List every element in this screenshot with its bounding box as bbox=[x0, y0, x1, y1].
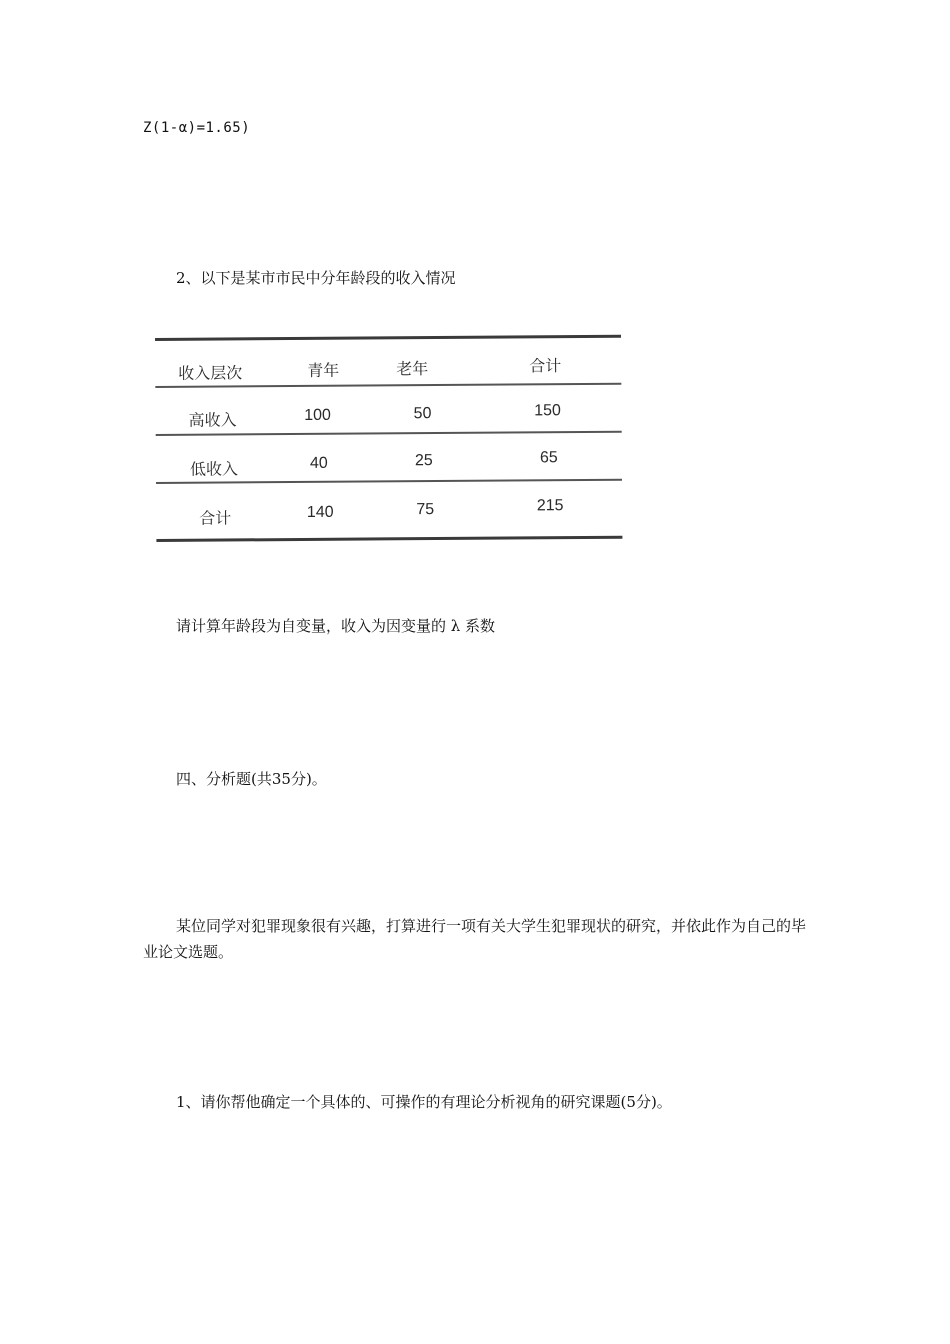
question-2-ask: 请计算年龄段为自变量，收入为因变量的 λ 系数 bbox=[176, 617, 496, 635]
question-2-prompt: 2、以下是某市市民中分年龄段的收入情况 bbox=[176, 269, 456, 287]
table-top-rule bbox=[155, 335, 621, 341]
table-header-cell: 合计 bbox=[529, 356, 562, 376]
formula-line: Z(1-α)=1.65) bbox=[143, 120, 251, 136]
table-cell: 50 bbox=[413, 405, 432, 423]
table-header-cell: 老年 bbox=[396, 359, 429, 379]
table-cell: 75 bbox=[416, 501, 435, 519]
table-cell: 合计 bbox=[199, 508, 232, 528]
table-cell: 25 bbox=[414, 452, 433, 470]
table-cell: 低收入 bbox=[189, 459, 239, 479]
section-4-question-1: 1、请你帮他确定一个具体的、可操作的有理论分析视角的研究课题(5分)。 bbox=[176, 1093, 672, 1111]
table-cell: 215 bbox=[536, 497, 564, 515]
table-cell: 150 bbox=[534, 402, 561, 420]
table-bottom-rule bbox=[156, 536, 622, 542]
table-cell: 140 bbox=[306, 503, 334, 521]
table-cell: 高收入 bbox=[188, 410, 237, 430]
section-4-title: 四、分析题(共35分)。 bbox=[176, 770, 327, 788]
table-cell: 100 bbox=[304, 406, 331, 424]
table-cell: 65 bbox=[539, 449, 558, 467]
table-row-rule-1 bbox=[156, 431, 622, 436]
income-table bbox=[155, 333, 624, 548]
table-header-cell: 收入层次 bbox=[178, 363, 243, 383]
table-cell: 40 bbox=[309, 454, 328, 472]
table-header-cell: 青年 bbox=[307, 360, 340, 380]
section-4-scenario: 某位同学对犯罪现象很有兴趣，打算进行一项有关大学生犯罪现状的研究，并依此作为自己的毕业论文选题。 bbox=[143, 917, 807, 961]
